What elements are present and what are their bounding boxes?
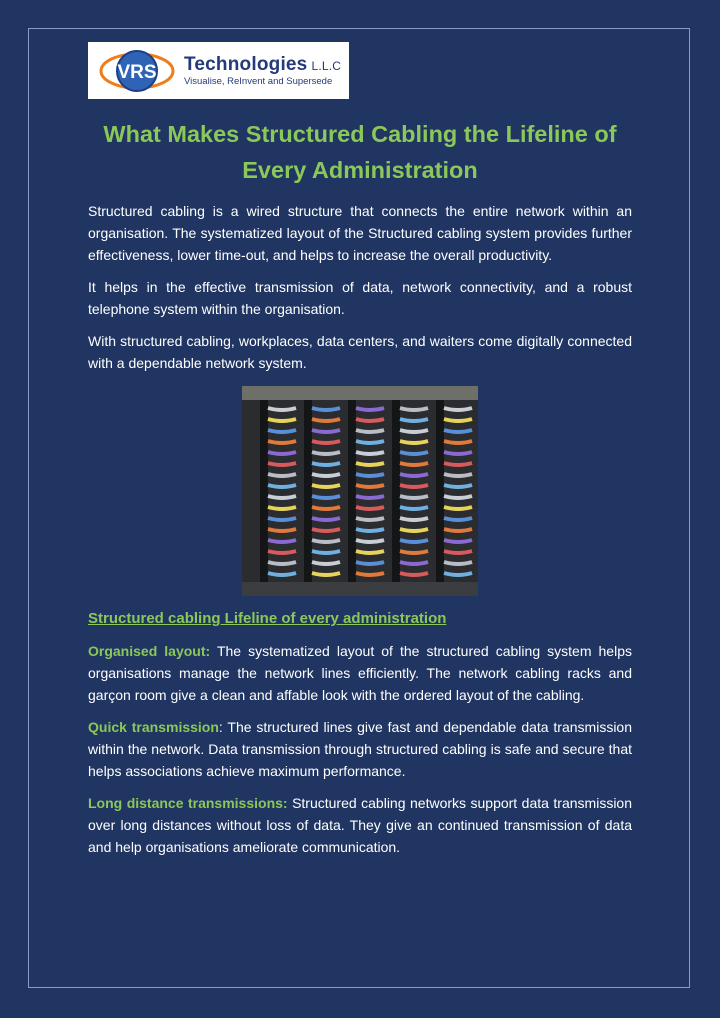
intro-paragraph-2: It helps in the effective transmission of data, network connectivity, and a robust telephone system within the organisation.	[88, 279, 632, 317]
point-text: Structured cabling networks support data transmission over long distances without loss of data. They give an continued transmission of data and help organisations ameliorate communication.	[88, 795, 632, 855]
company-logo	[88, 42, 349, 99]
intro-paragraph-1: Structured cabling is a wired structure that connects the entire network within an organisation. The systematized layout of the Structured cabling system provides further effectiveness, lower time-out, and helps to increase the overall productivity.	[88, 203, 632, 263]
logo-tagline: Visualise, ReInvent and Supersede	[184, 76, 333, 87]
point-quick-transmission	[88, 716, 632, 782]
point-term: Quick transmission	[88, 719, 219, 735]
point-organised-layout	[88, 640, 632, 706]
logo-brand	[184, 54, 341, 76]
point-term: Long distance transmissions:	[88, 795, 288, 811]
logo-name: Technologies	[184, 54, 308, 75]
article-body	[88, 200, 632, 868]
section-subheading: Structured cabling Lifeline of every administration	[88, 610, 447, 627]
logo-mark: VRS	[117, 62, 157, 83]
point-text: : The structured lines give fast and dependable data transmission within the network. Data transmission through structured cabling is safe and secure that helps associations achieve maximum performance.	[88, 719, 632, 779]
intro-paragraph-3: With structured cabling, workplaces, data centers, and waiters come digitally connected with a dependable network system.	[88, 333, 632, 371]
logo-ring-icon	[96, 46, 178, 96]
server-rack-cabling-photo	[242, 386, 478, 596]
point-text: The systematized layout of the structured cabling system helps organisations manage the network lines efficiently. The network cabling racks and garçon room give a clean and affable look with the ordered layout of the cabling.	[88, 643, 632, 703]
point-long-distance	[88, 792, 632, 858]
point-term: Organised layout:	[88, 643, 211, 659]
logo-suffix: L.L.C	[311, 59, 342, 73]
page-title: What Makes Structured Cabling the Lifeline of Every Administration	[103, 121, 617, 183]
